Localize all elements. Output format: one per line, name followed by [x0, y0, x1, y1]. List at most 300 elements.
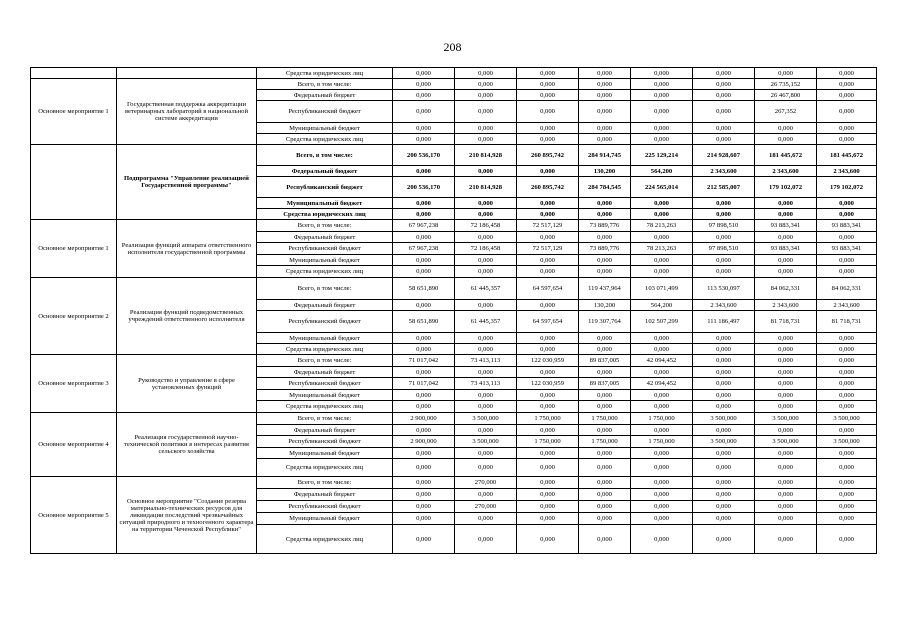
amount-cell: 0,000 — [579, 390, 631, 401]
amount-cell: 0,000 — [517, 367, 579, 378]
amount-cell: 97 898,510 — [693, 243, 755, 255]
amount-cell: 97 898,510 — [693, 220, 755, 232]
amount-cell: 0,000 — [693, 501, 755, 513]
amount-cell: 0,000 — [455, 209, 517, 220]
amount-cell: 0,000 — [455, 198, 517, 209]
amount-cell: 0,000 — [817, 459, 877, 477]
amount-cell: 26 735,152 — [755, 79, 817, 90]
amount-cell: 78 213,263 — [631, 243, 693, 255]
amount-cell: 67 967,238 — [393, 220, 455, 232]
amount-cell: 0,000 — [517, 123, 579, 134]
amount-cell: 81 718,731 — [817, 311, 877, 333]
amount-cell: 113 530,097 — [693, 278, 755, 300]
amount-cell: 0,000 — [393, 266, 455, 278]
amount-cell: 0,000 — [455, 101, 517, 123]
funding-source-cell: Всего, в том числе: — [257, 355, 393, 367]
amount-cell: 0,000 — [393, 68, 455, 79]
amount-cell: 103 071,499 — [631, 278, 693, 300]
amount-cell: 0,000 — [755, 401, 817, 413]
funding-source-cell: Муниципальный бюджет — [257, 255, 393, 266]
amount-cell: 0,000 — [517, 425, 579, 436]
amount-cell: 0,000 — [693, 378, 755, 390]
amount-cell: 0,000 — [455, 448, 517, 459]
amount-cell: 0,000 — [755, 425, 817, 436]
amount-cell: 0,000 — [817, 101, 877, 123]
amount-cell: 284 914,745 — [579, 145, 631, 166]
amount-cell: 93 883,341 — [755, 243, 817, 255]
amount-cell: 0,000 — [579, 489, 631, 501]
amount-cell: 0,000 — [579, 101, 631, 123]
amount-cell: 72 517,129 — [517, 243, 579, 255]
amount-cell: 0,000 — [455, 513, 517, 525]
amount-cell: 0,000 — [755, 378, 817, 390]
amount-cell: 0,000 — [455, 525, 517, 554]
funding-source-cell: Средства юридических лиц — [257, 134, 393, 145]
amount-cell: 2 343,600 — [817, 166, 877, 177]
amount-cell: 0,000 — [817, 198, 877, 209]
event-description-cell: Реализация функций аппарата ответственного исполнителя государственной программы — [117, 220, 257, 278]
amount-cell: 0,000 — [817, 333, 877, 344]
amount-cell: 71 017,042 — [393, 378, 455, 390]
amount-cell: 0,000 — [631, 448, 693, 459]
event-description-cell: Реализация функций подведомственных учреждений ответственного исполнителя — [117, 278, 257, 355]
amount-cell: 122 030,959 — [517, 355, 579, 367]
funding-source-cell: Федеральный бюджет — [257, 425, 393, 436]
amount-cell: 0,000 — [455, 367, 517, 378]
event-name-cell: Основное мероприятие 4 — [31, 413, 117, 477]
amount-cell: 0,000 — [693, 513, 755, 525]
amount-cell: 0,000 — [579, 425, 631, 436]
amount-cell: 64 597,654 — [517, 278, 579, 300]
amount-cell: 0,000 — [393, 525, 455, 554]
amount-cell: 0,000 — [517, 101, 579, 123]
amount-cell: 0,000 — [631, 79, 693, 90]
funding-source-cell: Всего, в том числе: — [257, 79, 393, 90]
amount-cell: 270,000 — [455, 501, 517, 513]
amount-cell: 0,000 — [631, 344, 693, 355]
amount-cell: 0,000 — [455, 489, 517, 501]
amount-cell: 0,000 — [693, 333, 755, 344]
amount-cell: 0,000 — [693, 101, 755, 123]
funding-source-cell: Всего, в том числе: — [257, 220, 393, 232]
amount-cell: 3 500,000 — [755, 413, 817, 425]
amount-cell: 0,000 — [817, 134, 877, 145]
amount-cell: 0,000 — [817, 344, 877, 355]
amount-cell: 0,000 — [393, 101, 455, 123]
amount-cell: 0,000 — [755, 255, 817, 266]
amount-cell: 0,000 — [517, 198, 579, 209]
funding-source-cell: Республиканский бюджет — [257, 177, 393, 198]
funding-source-cell: Средства юридических лиц — [257, 266, 393, 278]
amount-cell: 0,000 — [579, 198, 631, 209]
amount-cell: 0,000 — [579, 209, 631, 220]
amount-cell: 0,000 — [755, 266, 817, 278]
funding-source-cell: Федеральный бюджет — [257, 367, 393, 378]
amount-cell: 1 750,000 — [579, 413, 631, 425]
amount-cell: 0,000 — [693, 477, 755, 489]
amount-cell: 89 837,005 — [579, 355, 631, 367]
amount-cell: 0,000 — [393, 90, 455, 101]
amount-cell: 0,000 — [755, 123, 817, 134]
amount-cell: 564,200 — [631, 166, 693, 177]
amount-cell: 0,000 — [693, 255, 755, 266]
amount-cell: 0,000 — [393, 513, 455, 525]
amount-cell: 0,000 — [393, 255, 455, 266]
amount-cell: 1 750,000 — [631, 436, 693, 448]
amount-cell: 0,000 — [693, 448, 755, 459]
amount-cell: 0,000 — [817, 209, 877, 220]
amount-cell: 564,200 — [631, 300, 693, 311]
amount-cell: 0,000 — [693, 367, 755, 378]
amount-cell: 210 814,928 — [455, 145, 517, 166]
amount-cell: 0,000 — [517, 401, 579, 413]
amount-cell: 0,000 — [393, 333, 455, 344]
amount-cell: 3 500,000 — [817, 436, 877, 448]
amount-cell: 179 102,072 — [817, 177, 877, 198]
amount-cell: 0,000 — [393, 209, 455, 220]
amount-cell: 0,000 — [693, 266, 755, 278]
amount-cell: 0,000 — [517, 459, 579, 477]
table-row — [31, 68, 877, 79]
amount-cell: 102 507,299 — [631, 311, 693, 333]
amount-cell: 0,000 — [517, 333, 579, 344]
amount-cell: 200 536,170 — [393, 177, 455, 198]
amount-cell: 119 307,764 — [579, 311, 631, 333]
amount-cell: 0,000 — [579, 525, 631, 554]
amount-cell: 267,352 — [755, 101, 817, 123]
amount-cell: 0,000 — [455, 344, 517, 355]
amount-cell: 0,000 — [455, 134, 517, 145]
amount-cell: 0,000 — [455, 232, 517, 243]
event-description-cell: Подпрограмма "Управление реализацией Государственной программы" — [117, 145, 257, 220]
event-name-cell — [31, 145, 117, 220]
amount-cell: 0,000 — [517, 166, 579, 177]
amount-cell: 0,000 — [517, 209, 579, 220]
funding-source-cell: Средства юридических лиц — [257, 401, 393, 413]
amount-cell: 2 343,600 — [755, 300, 817, 311]
funding-source-cell: Муниципальный бюджет — [257, 123, 393, 134]
amount-cell: 122 030,959 — [517, 378, 579, 390]
funding-source-cell: Средства юридических лиц — [257, 344, 393, 355]
amount-cell: 210 814,928 — [455, 177, 517, 198]
funding-source-cell: Средства юридических лиц — [257, 209, 393, 220]
amount-cell: 130,200 — [579, 166, 631, 177]
amount-cell: 0,000 — [817, 390, 877, 401]
funding-source-cell: Всего, в том числе: — [257, 278, 393, 300]
event-name-cell: Основное мероприятие 1 — [31, 220, 117, 278]
amount-cell: 0,000 — [393, 448, 455, 459]
amount-cell: 0,000 — [579, 501, 631, 513]
amount-cell: 0,000 — [579, 90, 631, 101]
amount-cell: 2 343,600 — [755, 166, 817, 177]
amount-cell: 0,000 — [517, 79, 579, 90]
amount-cell: 0,000 — [455, 300, 517, 311]
funding-source-cell: Всего, в том числе: — [257, 413, 393, 425]
amount-cell: 0,000 — [393, 401, 455, 413]
amount-cell: 212 585,007 — [693, 177, 755, 198]
amount-cell: 42 094,452 — [631, 355, 693, 367]
amount-cell: 0,000 — [579, 123, 631, 134]
amount-cell: 181 445,672 — [817, 145, 877, 166]
amount-cell: 0,000 — [631, 390, 693, 401]
amount-cell: 0,000 — [393, 367, 455, 378]
amount-cell: 0,000 — [455, 68, 517, 79]
amount-cell: 84 062,331 — [755, 278, 817, 300]
amount-cell: 0,000 — [579, 134, 631, 145]
table-row — [31, 145, 877, 166]
funding-source-cell: Всего, в том числе: — [257, 477, 393, 489]
amount-cell: 0,000 — [631, 255, 693, 266]
amount-cell: 0,000 — [579, 367, 631, 378]
amount-cell: 0,000 — [393, 198, 455, 209]
amount-cell: 0,000 — [693, 90, 755, 101]
amount-cell: 61 445,357 — [455, 311, 517, 333]
amount-cell: 0,000 — [631, 401, 693, 413]
amount-cell: 0,000 — [817, 477, 877, 489]
amount-cell: 71 017,042 — [393, 355, 455, 367]
amount-cell: 0,000 — [579, 344, 631, 355]
amount-cell: 0,000 — [455, 123, 517, 134]
amount-cell: 93 883,341 — [817, 220, 877, 232]
amount-cell: 2 900,000 — [393, 436, 455, 448]
amount-cell: 0,000 — [393, 344, 455, 355]
amount-cell: 0,000 — [755, 134, 817, 145]
amount-cell: 0,000 — [755, 459, 817, 477]
amount-cell: 225 129,214 — [631, 145, 693, 166]
event-name-cell: Основное мероприятие 5 — [31, 477, 117, 554]
table-row — [31, 220, 877, 232]
amount-cell: 93 883,341 — [755, 220, 817, 232]
funding-source-cell: Федеральный бюджет — [257, 232, 393, 243]
amount-cell: 1 750,000 — [517, 436, 579, 448]
amount-cell: 72 186,458 — [455, 243, 517, 255]
amount-cell: 0,000 — [579, 255, 631, 266]
table-row — [31, 278, 877, 300]
amount-cell: 0,000 — [517, 232, 579, 243]
funding-source-cell: Средства юридических лиц — [257, 459, 393, 477]
amount-cell: 0,000 — [455, 255, 517, 266]
amount-cell: 26 467,800 — [755, 90, 817, 101]
amount-cell: 214 928,607 — [693, 145, 755, 166]
amount-cell: 58 651,890 — [393, 278, 455, 300]
amount-cell: 200 536,170 — [393, 145, 455, 166]
amount-cell: 0,000 — [755, 344, 817, 355]
amount-cell: 0,000 — [817, 266, 877, 278]
amount-cell: 67 967,238 — [393, 243, 455, 255]
amount-cell: 0,000 — [631, 134, 693, 145]
amount-cell: 0,000 — [631, 232, 693, 243]
amount-cell: 61 445,357 — [455, 278, 517, 300]
amount-cell: 179 102,072 — [755, 177, 817, 198]
event-description-cell: Государственная поддержка аккредитации ветеринарных лабораторий в национальной системе аккредитации — [117, 79, 257, 145]
amount-cell: 0,000 — [455, 425, 517, 436]
amount-cell: 0,000 — [517, 68, 579, 79]
amount-cell: 0,000 — [579, 232, 631, 243]
amount-cell: 0,000 — [517, 344, 579, 355]
amount-cell: 0,000 — [631, 525, 693, 554]
amount-cell: 0,000 — [631, 425, 693, 436]
amount-cell: 73 889,776 — [579, 220, 631, 232]
amount-cell: 0,000 — [517, 266, 579, 278]
amount-cell: 1 750,000 — [631, 413, 693, 425]
amount-cell: 0,000 — [693, 198, 755, 209]
amount-cell: 181 445,672 — [755, 145, 817, 166]
event-description-cell: Основное мероприятие "Создание резерва материально-технических ресурсов для ликвидации последствий чрезвычайных ситуаций природного и техногенного характера на территории Чеченской Республики" — [117, 477, 257, 554]
amount-cell: 0,000 — [631, 489, 693, 501]
amount-cell: 260 895,742 — [517, 177, 579, 198]
amount-cell: 0,000 — [693, 344, 755, 355]
amount-cell: 0,000 — [693, 68, 755, 79]
amount-cell: 0,000 — [579, 401, 631, 413]
amount-cell: 0,000 — [393, 166, 455, 177]
amount-cell: 0,000 — [817, 367, 877, 378]
amount-cell: 270,000 — [455, 477, 517, 489]
amount-cell: 93 883,341 — [817, 243, 877, 255]
amount-cell: 0,000 — [579, 68, 631, 79]
budget-table — [30, 67, 877, 554]
amount-cell: 0,000 — [517, 90, 579, 101]
amount-cell: 0,000 — [817, 355, 877, 367]
table-row — [31, 413, 877, 425]
amount-cell: 0,000 — [693, 459, 755, 477]
amount-cell: 0,000 — [579, 79, 631, 90]
blank-cell — [31, 68, 117, 79]
funding-source-cell: Муниципальный бюджет — [257, 333, 393, 344]
amount-cell: 0,000 — [817, 525, 877, 554]
event-name-cell: Основное мероприятие 2 — [31, 278, 117, 355]
amount-cell: 89 837,005 — [579, 378, 631, 390]
amount-cell: 0,000 — [755, 489, 817, 501]
amount-cell: 72 517,129 — [517, 220, 579, 232]
amount-cell: 0,000 — [693, 401, 755, 413]
amount-cell: 0,000 — [693, 209, 755, 220]
amount-cell: 3 500,000 — [755, 436, 817, 448]
amount-cell: 73 889,776 — [579, 243, 631, 255]
funding-source-cell: Средства юридических лиц — [257, 68, 393, 79]
amount-cell: 224 565,014 — [631, 177, 693, 198]
amount-cell: 0,000 — [455, 459, 517, 477]
amount-cell: 0,000 — [631, 367, 693, 378]
amount-cell: 0,000 — [579, 333, 631, 344]
amount-cell: 0,000 — [817, 79, 877, 90]
amount-cell: 0,000 — [755, 333, 817, 344]
amount-cell: 0,000 — [755, 198, 817, 209]
amount-cell: 1 750,000 — [517, 413, 579, 425]
funding-source-cell: Всего, в том числе: — [257, 145, 393, 166]
table-body — [31, 68, 877, 554]
amount-cell: 0,000 — [631, 501, 693, 513]
funding-source-cell: Республиканский бюджет — [257, 101, 393, 123]
amount-cell: 3 500,000 — [693, 436, 755, 448]
funding-source-cell: Республиканский бюджет — [257, 436, 393, 448]
table-row — [31, 477, 877, 489]
amount-cell: 0,000 — [579, 477, 631, 489]
amount-cell: 0,000 — [755, 209, 817, 220]
funding-source-cell: Муниципальный бюджет — [257, 390, 393, 401]
amount-cell: 0,000 — [817, 123, 877, 134]
amount-cell: 0,000 — [693, 525, 755, 554]
funding-source-cell: Муниципальный бюджет — [257, 513, 393, 525]
amount-cell: 84 062,331 — [817, 278, 877, 300]
amount-cell: 0,000 — [393, 425, 455, 436]
event-description-cell: Реализация государственной научно-технической политики в интересах развития сельского хозяйства — [117, 413, 257, 477]
funding-source-cell: Республиканский бюджет — [257, 311, 393, 333]
funding-source-cell: Федеральный бюджет — [257, 166, 393, 177]
amount-cell: 0,000 — [631, 198, 693, 209]
amount-cell: 0,000 — [631, 459, 693, 477]
amount-cell: 0,000 — [393, 477, 455, 489]
amount-cell: 0,000 — [755, 232, 817, 243]
amount-cell: 0,000 — [517, 513, 579, 525]
funding-source-cell: Муниципальный бюджет — [257, 448, 393, 459]
amount-cell: 73 413,113 — [455, 378, 517, 390]
amount-cell: 0,000 — [455, 79, 517, 90]
amount-cell: 0,000 — [817, 401, 877, 413]
amount-cell: 0,000 — [631, 333, 693, 344]
funding-source-cell: Республиканский бюджет — [257, 501, 393, 513]
table-row — [31, 79, 877, 90]
amount-cell: 0,000 — [755, 501, 817, 513]
amount-cell: 0,000 — [817, 425, 877, 436]
amount-cell: 2 343,600 — [817, 300, 877, 311]
page-number: 208 — [443, 40, 462, 54]
amount-cell: 260 895,742 — [517, 145, 579, 166]
funding-source-cell: Федеральный бюджет — [257, 489, 393, 501]
event-name-cell: Основное мероприятие 1 — [31, 79, 117, 145]
amount-cell: 0,000 — [517, 300, 579, 311]
amount-cell: 0,000 — [393, 501, 455, 513]
amount-cell: 58 651,890 — [393, 311, 455, 333]
funding-source-cell: Федеральный бюджет — [257, 300, 393, 311]
amount-cell: 0,000 — [693, 79, 755, 90]
amount-cell: 0,000 — [455, 390, 517, 401]
amount-cell: 0,000 — [455, 90, 517, 101]
amount-cell: 0,000 — [393, 123, 455, 134]
amount-cell: 130,200 — [579, 300, 631, 311]
amount-cell: 2 900,000 — [393, 413, 455, 425]
amount-cell: 0,000 — [755, 68, 817, 79]
amount-cell: 0,000 — [631, 123, 693, 134]
amount-cell: 0,000 — [517, 390, 579, 401]
amount-cell: 0,000 — [817, 489, 877, 501]
funding-source-cell: Республиканский бюджет — [257, 378, 393, 390]
amount-cell: 0,000 — [755, 477, 817, 489]
amount-cell: 72 186,458 — [455, 220, 517, 232]
amount-cell: 0,000 — [579, 266, 631, 278]
amount-cell: 0,000 — [631, 266, 693, 278]
amount-cell: 0,000 — [631, 101, 693, 123]
amount-cell: 0,000 — [817, 448, 877, 459]
amount-cell: 81 718,731 — [755, 311, 817, 333]
amount-cell: 0,000 — [393, 459, 455, 477]
table-row — [31, 355, 877, 367]
amount-cell: 0,000 — [579, 459, 631, 477]
amount-cell: 0,000 — [393, 79, 455, 90]
amount-cell: 111 186,497 — [693, 311, 755, 333]
amount-cell: 0,000 — [693, 425, 755, 436]
amount-cell: 0,000 — [755, 513, 817, 525]
amount-cell: 1 750,000 — [579, 436, 631, 448]
amount-cell: 0,000 — [817, 232, 877, 243]
amount-cell: 0,000 — [693, 489, 755, 501]
amount-cell: 0,000 — [631, 513, 693, 525]
amount-cell: 0,000 — [631, 68, 693, 79]
amount-cell: 78 213,263 — [631, 220, 693, 232]
amount-cell: 0,000 — [817, 378, 877, 390]
amount-cell: 0,000 — [755, 448, 817, 459]
amount-cell: 0,000 — [517, 255, 579, 266]
amount-cell: 0,000 — [631, 90, 693, 101]
